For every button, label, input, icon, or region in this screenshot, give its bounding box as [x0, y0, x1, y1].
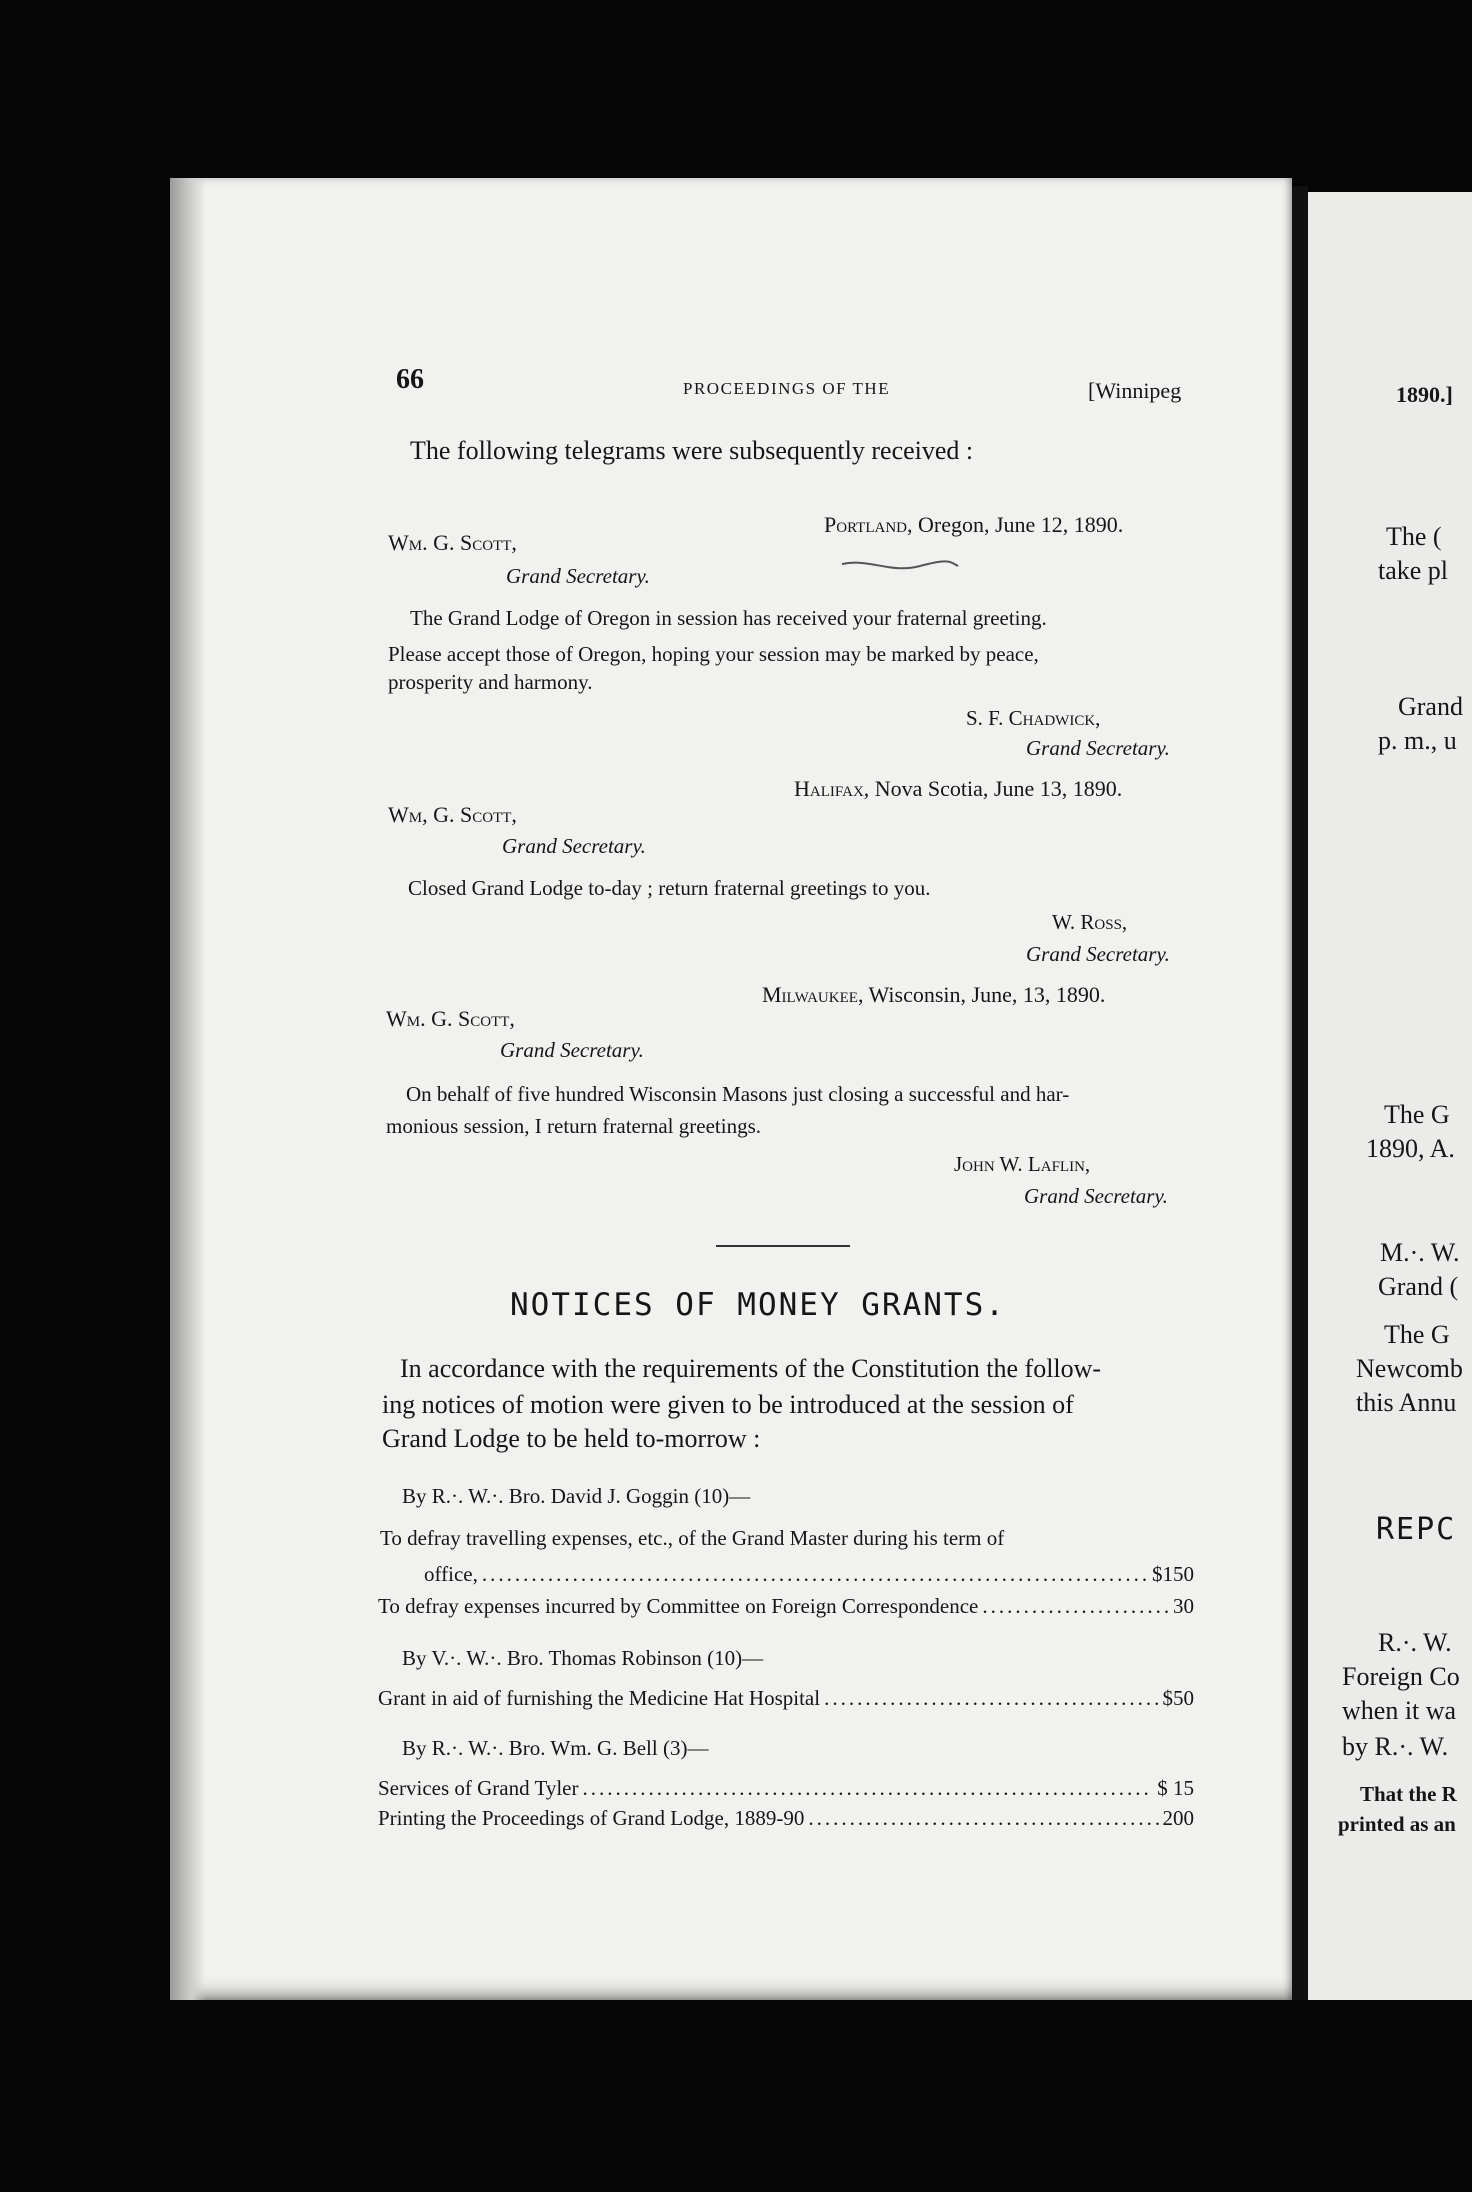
- notices-intro-line: ing notices of motion were given to be introduced at the session of: [382, 1390, 1074, 1419]
- facing-page-line: printed as an: [1338, 1812, 1456, 1836]
- telegram-dateline: Milwaukee, Wisconsin, June, 13, 1890.: [762, 982, 1106, 1007]
- facing-page-line: Newcomb: [1356, 1354, 1463, 1383]
- telegram-body-line: Please accept those of Oregon, hoping your session may be marked by peace,: [388, 642, 1039, 666]
- notices-intro-line: Grand Lodge to be held to-morrow :: [382, 1424, 761, 1453]
- grant-item: Grant in aid of furnishing the Medicine Hat Hospital ..... $50: [378, 1686, 1194, 1711]
- telegram-sender-title: Grand Secretary.: [1026, 736, 1170, 760]
- running-head: PROCEEDINGS OF THE: [683, 379, 891, 398]
- telegram-sender: John W. Laflin,: [954, 1152, 1091, 1176]
- notices-intro-line: In accordance with the requirements of the Constitution the follow-: [400, 1354, 1102, 1383]
- facing-page: [1308, 192, 1472, 2000]
- facing-page-header: 1890.]: [1396, 382, 1453, 407]
- telegram-recipient: Wm. G. Scott,: [388, 530, 517, 555]
- facing-page-heading: REPC: [1376, 1512, 1457, 1547]
- telegram-recipient-title: Grand Secretary.: [502, 834, 646, 858]
- facing-page-line: The (: [1386, 522, 1442, 551]
- facing-page-line: That the R: [1360, 1782, 1457, 1806]
- facing-page-line: p. m., u: [1378, 726, 1457, 755]
- telegram-recipient-title: Grand Secretary.: [500, 1038, 644, 1062]
- facing-page-line: when it wa: [1342, 1696, 1457, 1725]
- telegram-sender-title: Grand Secretary.: [1024, 1184, 1168, 1208]
- section-rule: [716, 1245, 850, 1247]
- grant-item: office, ..... $150: [424, 1562, 1194, 1587]
- book-gutter: [1292, 186, 1308, 2000]
- telegram-body-line: monious session, I return fraternal greetings.: [386, 1114, 761, 1138]
- facing-page-line: Grand: [1398, 692, 1463, 721]
- telegram-sender: W. Ross,: [1052, 910, 1128, 934]
- telegram-sender-title: Grand Secretary.: [1026, 942, 1170, 966]
- facing-page-line: Foreign Co: [1342, 1662, 1460, 1691]
- facing-page-line: by R.·. W.: [1342, 1732, 1449, 1761]
- grant-mover: By R.·. W.·. Bro. David J. Goggin (10)—: [402, 1484, 751, 1508]
- facing-page-line: The G: [1384, 1100, 1450, 1129]
- facing-page-line: take pl: [1378, 556, 1449, 585]
- grant-item: To defray travelling expenses, etc., of the Grand Master during his term of: [380, 1526, 1005, 1550]
- telegram-sender: S. F. Chadwick,: [966, 706, 1101, 730]
- telegram-dateline: Halifax, Nova Scotia, June 13, 1890.: [794, 776, 1123, 801]
- running-head-place: [Winnipeg: [1088, 378, 1182, 403]
- grant-item: Services of Grand Tyler ..... $ 15: [378, 1776, 1194, 1801]
- telegram-body-line: The Grand Lodge of Oregon in session has received your fraternal greeting.: [410, 606, 1047, 630]
- telegram-recipient: Wm. G. Scott,: [386, 1006, 515, 1031]
- facing-page-line: R.·. W.: [1378, 1628, 1452, 1657]
- facing-page-line: 1890, A.: [1366, 1134, 1455, 1163]
- telegram-body-line: prosperity and harmony.: [388, 670, 593, 694]
- grant-item: To defray expenses incurred by Committee on Foreign Correspondence ..... 30: [378, 1594, 1194, 1619]
- grant-item: Printing the Proceedings of Grand Lodge, 1889-90 ..... 200: [378, 1806, 1194, 1831]
- grant-mover: By V.·. W.·. Bro. Thomas Robinson (10)—: [402, 1646, 764, 1670]
- telegram-recipient: Wm, G. Scott,: [388, 802, 517, 827]
- telegram-recipient-title: Grand Secretary.: [506, 564, 650, 588]
- page-number: 66: [396, 364, 424, 395]
- facing-page-line: Grand (: [1378, 1272, 1459, 1301]
- telegram-body-line: On behalf of five hundred Wisconsin Masons just closing a successful and har-: [406, 1082, 1070, 1106]
- telegram-body-line: Closed Grand Lodge to-day ; return fraternal greetings to you.: [408, 876, 931, 900]
- section-heading: NOTICES OF MONEY GRANTS.: [510, 1287, 1006, 1323]
- facing-page-line: this Annu: [1356, 1388, 1457, 1417]
- facing-page-line: The G: [1384, 1320, 1450, 1349]
- grant-mover: By R.·. W.·. Bro. Wm. G. Bell (3)—: [402, 1736, 709, 1760]
- ink-squiggle: [840, 556, 960, 576]
- telegram-dateline: Portland, Oregon, June 12, 1890.: [824, 512, 1124, 537]
- facing-page-line: M.·. W.: [1380, 1238, 1460, 1267]
- telegrams-intro: The following telegrams were subsequently received :: [410, 436, 974, 465]
